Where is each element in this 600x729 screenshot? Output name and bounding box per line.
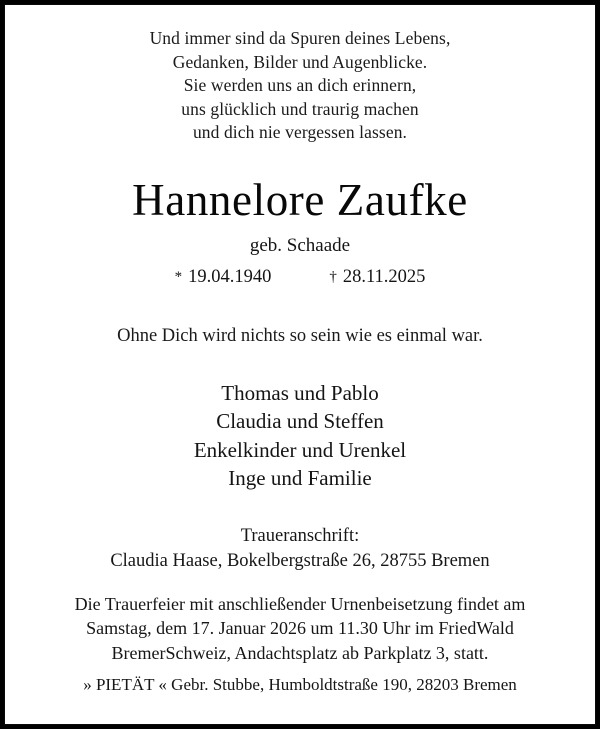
service-details — [75, 592, 526, 666]
poem-line: uns glücklich und traurig machen — [181, 98, 419, 119]
survivor-line: Enkelkinder und Urenkel — [193, 437, 407, 462]
memorial-notice-card — [4, 4, 596, 725]
service-detail-line: BremerSchweiz, Andachtsplatz ab Parkplatz 3, statt. — [111, 642, 489, 663]
condolence-address-block — [110, 524, 489, 574]
poem-line: Gedanken, Bilder und Augenblicke. — [172, 51, 428, 72]
memorial-poem — [150, 27, 451, 145]
death-cross-icon: † — [329, 268, 337, 285]
poem-line: Und immer sind da Spuren deines Lebens, — [149, 28, 451, 48]
survivor-line: Thomas und Pablo — [221, 380, 379, 405]
life-dates — [175, 266, 426, 289]
poem-line: Sie werden uns an dich erinnern, — [183, 75, 417, 95]
survivors-list — [194, 379, 406, 493]
deceased-name: Hannelore Zaufke — [132, 174, 468, 225]
maiden-name: geb. Schaade — [249, 234, 351, 256]
death-date-group — [329, 266, 425, 289]
farewell-message: Ohne Dich wird nichts so sein wie es einmal war. — [117, 325, 483, 346]
condolence-address-label: Traueranschrift: — [240, 525, 360, 546]
funeral-home-credit: » PIETÄT « Gebr. Stubbe, Humboldtstraße 190, 28203 Bremen — [83, 675, 517, 694]
service-detail-line: Die Trauerfeier mit anschließender Urnenbeisetzung findet am — [74, 593, 526, 614]
condolence-address-value: Claudia Haase, Bokelbergstraße 26, 28755 Bremen — [110, 550, 490, 571]
birth-star-icon: * — [174, 268, 183, 285]
service-detail-line: Samstag, dem 17. Januar 2026 um 11.30 Uhr im FriedWald — [86, 618, 514, 638]
memorial-notice-content — [5, 5, 595, 724]
birth-date-group — [175, 266, 272, 289]
death-date: 28.11.2025 — [342, 266, 426, 287]
survivor-line: Inge und Familie — [228, 466, 372, 490]
poem-line: und dich nie vergessen lassen. — [192, 122, 408, 142]
survivor-line: Claudia und Steffen — [216, 409, 384, 433]
birth-date: 19.04.1940 — [188, 266, 272, 287]
